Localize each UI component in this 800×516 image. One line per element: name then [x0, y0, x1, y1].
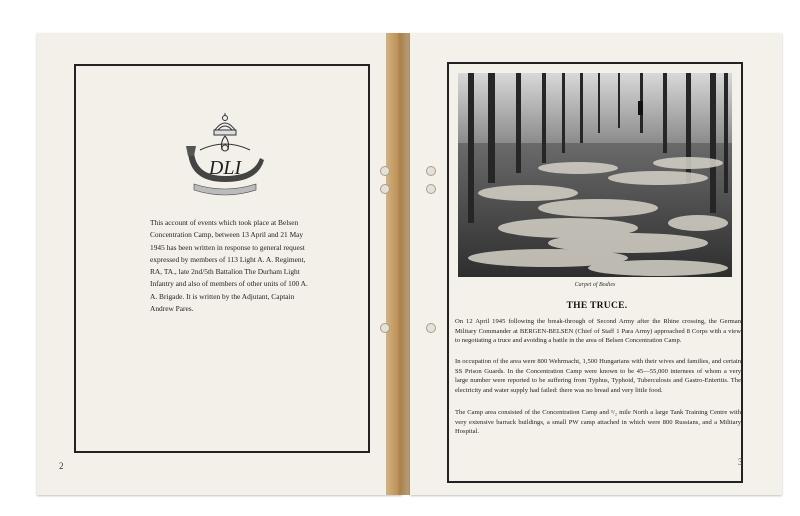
historical-photograph	[458, 73, 732, 277]
body-paragraph: On 12 April 1945 following the break-through of Second Army after the Rhine crossing, the German Military Commander at BERGEN-BELSEN (Chief of Staff 1 Para Army) approached 8 Corps with a view to negotiating a truce and avoiding a battle in the area of Belsen Concentration Camp.	[455, 318, 741, 345]
binding-hole	[426, 166, 436, 176]
page-number-left: 2	[59, 461, 64, 471]
binding-hole	[380, 323, 390, 333]
photo-caption: Carpet of Bodies	[574, 282, 616, 288]
left-page	[37, 33, 402, 495]
right-page	[410, 33, 782, 495]
binding-hole	[380, 184, 390, 194]
insignia-letters: DLI	[208, 157, 242, 179]
binding-hole	[380, 166, 390, 176]
body-paragraph: The Camp area consisted of the Concentration Camp and ¹/₂ mile North a large Tank Training Centre with very extensive barrack buildings, a small PW camp attached in which were 800 Russians, and a Military Hospital.	[455, 409, 741, 436]
section-title: THE TRUCE.	[566, 301, 628, 311]
body-paragraph: In occupation of the area were 800 Wehrmacht, 1,500 Hungarians with their wives and families, and certain SS Prison Guards. In the Concentration Camp were known to be 45—55,000 internees of whom a very large number were reported to be suffering from Typhus, Typhoid, Tuberculosis and Gastro-Enteritis. The electricity and water supply had failed: there was no bread and very little food.	[455, 358, 741, 394]
binding-hole	[426, 184, 436, 194]
intro-paragraph: This account of events which took place at Belsen Concentration Camp, between 13 April and 21 May 1945 has been written in response to general request expressed by members of 113 Light A. A. Regiment, RA, TA., late 2nd/5th Battalion The Durham Light Infantry and also of members of other units of 100 A. A. Brigade. It is written by the Adjutant, Captain Andrew Pares.	[150, 218, 308, 314]
dli-bugle-insignia	[180, 112, 270, 198]
binding-hole	[426, 323, 436, 333]
page-number-right: 3	[738, 457, 743, 467]
